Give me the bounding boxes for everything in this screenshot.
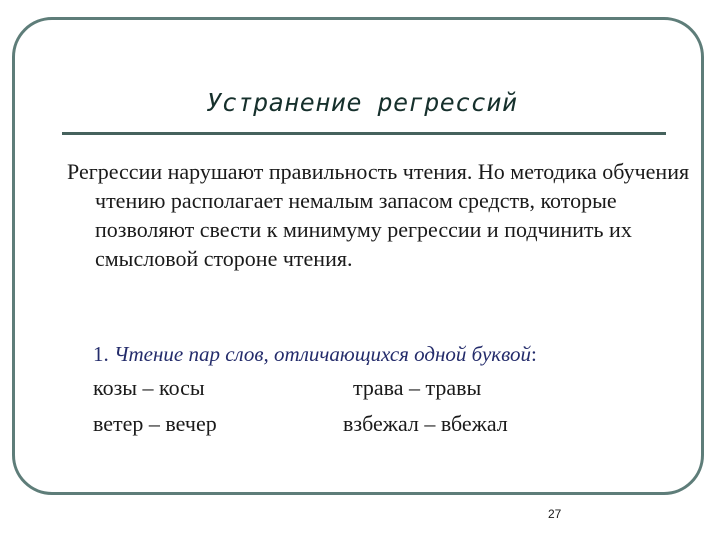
- body-paragraph: Регрессии нарушают правильность чтения. Но методика обучения чтению располагает немалым запасом средств, которые позволяют свести к минимуму регрессии и подчинить их смысловой стороне чтения.: [67, 159, 690, 271]
- word-pair-left: козы – косы: [93, 375, 205, 400]
- exercise-number: 1.: [93, 342, 109, 366]
- word-pair-left: ветер – вечер: [93, 411, 217, 436]
- word-pair-right: трава – травы: [353, 375, 482, 400]
- exercise-heading: [93, 342, 537, 367]
- word-pair-right: взбежал – вбежал: [343, 411, 508, 436]
- title-underline: [62, 132, 666, 135]
- slide-title: Устранение регрессий: [206, 88, 518, 117]
- exercise-heading-text: Чтение пар слов, отличающихся одной буквой: [114, 342, 531, 366]
- page-number: 27: [548, 507, 562, 521]
- exercise-heading-colon: :: [530, 342, 537, 366]
